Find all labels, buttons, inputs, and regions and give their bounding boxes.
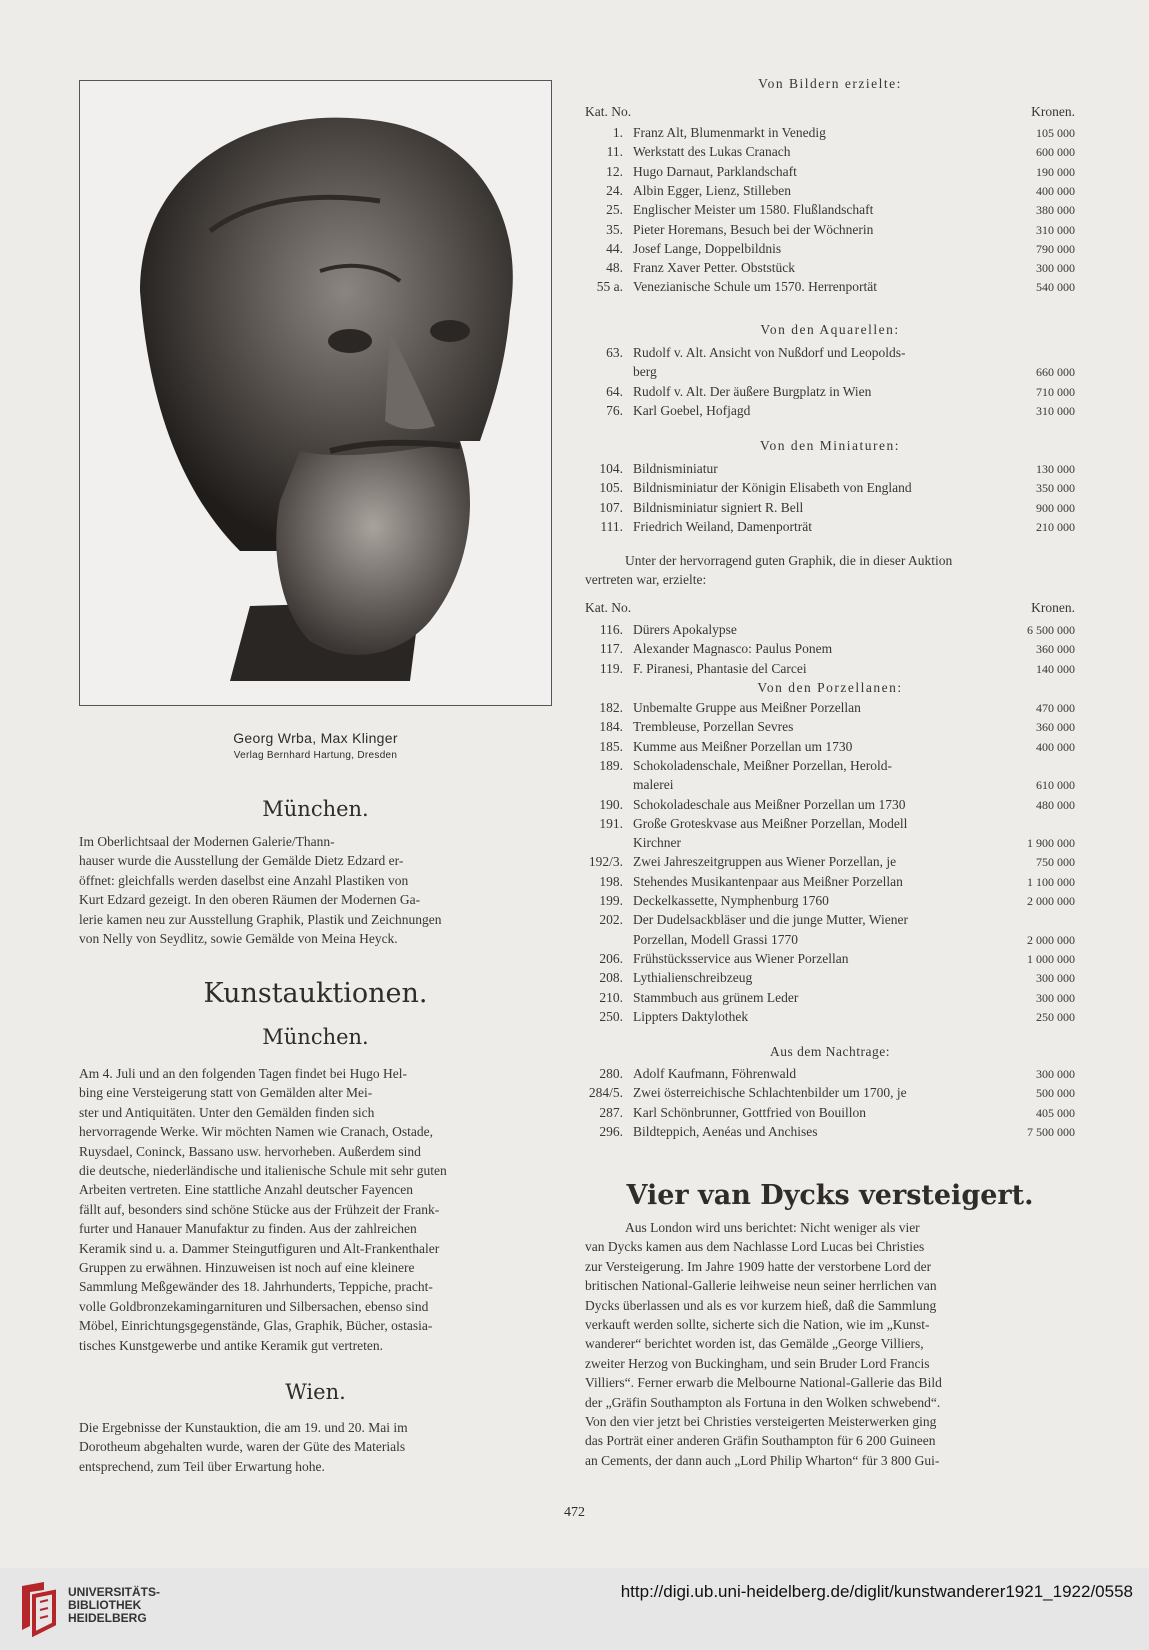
price-row	[585, 202, 1075, 221]
price-value: 360 000	[1036, 642, 1075, 657]
item-title: Der Dudelsackbläser und die junge Mutter, Wiener	[633, 912, 908, 928]
catalog-number: 105.	[599, 480, 623, 496]
heading-muenchen-auktion: München.	[262, 1025, 369, 1049]
bust-photograph	[79, 80, 552, 706]
item-title: Bildnisminiatur	[633, 461, 718, 476]
item-title: Josef Lange, Doppelbildnis	[633, 240, 782, 256]
price-value: 310 000	[1036, 222, 1075, 237]
catalog-number: 210.	[599, 989, 623, 1005]
section-title-aquarelle: Von den Aquarellen:	[760, 322, 900, 337]
price-value: 380 000	[1036, 203, 1075, 218]
graphik-intro-line-1: Unter der hervorragend guten Graphik, die in dieser Auktion	[625, 553, 953, 568]
price-value: 710 000	[1036, 384, 1075, 399]
price-value: 190 000	[1036, 164, 1075, 179]
catalog-number: 199.	[599, 893, 623, 908]
item-title: Hugo Darnaut, Parklandschaft	[633, 163, 797, 179]
item-title: Bildnisminiatur signiert R. Bell	[633, 499, 804, 515]
catalog-number: 296.	[599, 1123, 623, 1139]
price-value: 250 000	[1036, 1009, 1075, 1024]
price-value: 210 000	[1036, 519, 1075, 534]
item-title: Schokoladenschale, Meißner Porzellan, Herold-	[633, 757, 893, 773]
item-title: Albin Egger, Lienz, Stilleben	[633, 182, 792, 198]
price-row	[585, 816, 1075, 835]
item-title: Zwei österreichische Schlachtenbilder um 1700, je	[633, 1085, 907, 1101]
item-title: Bildteppich, Aenéas und Anchises	[633, 1123, 818, 1139]
price-value: 790 000	[1036, 241, 1075, 256]
section-title-nachtrag: Aus dem Nachtrage:	[770, 1044, 890, 1059]
catalog-number: 191.	[599, 815, 623, 831]
item-title: Deckelkassette, Nymphenburg 1760	[633, 893, 829, 908]
paragraph-wien-dorotheum: Die Ergebnisse der Kunstauktion, die am 19. und 20. Mai im Dorotheum abgehalten wurde, waren der Güte des Materials entsprechend, zum Teil über Erwartung hohe.	[79, 1420, 408, 1474]
price-row	[585, 241, 1075, 260]
catalog-number: 25.	[606, 202, 623, 218]
price-value: 610 000	[1036, 778, 1075, 793]
item-title: Unbemalte Gruppe aus Meißner Porzellan	[633, 700, 861, 715]
heading-wien: Wien.	[285, 1380, 346, 1404]
catalog-number: 24.	[606, 182, 623, 198]
photo-caption-publisher: Verlag Bernhard Hartung, Dresden	[233, 750, 398, 761]
catalog-number: 1.	[612, 125, 623, 140]
price-value: 6 500 000	[1027, 623, 1075, 637]
price-row	[585, 260, 1075, 279]
price-value: 750 000	[1036, 855, 1075, 870]
paragraph-helbing-auction: Am 4. Juli und an den folgenden Tagen findet bei Hugo Hel- bing eine Versteigerung statt von Gemälden alter Mei- ster und Antiquitäten. Unter den Gemälden finden sich hervorragende Werke. Wir möchten Namen wie Cranach, Ostade, Ruysdael, Coninck, Bassano usw. hervorheben. Außerdem sind die deutsche, niederländische und italienische Schule mit sehr guten Arbeiten vertreten. Eine stattliche Anzahl deutscher Fayencen fällt auf, besonders sind schöne Stücke aus der Frühzeit der Frank- furter und Hanauer Manufaktur zu finden. Aus der zahlreichen Keramik sind u. a. Dammer Steingutfiguren und Alt-Frankenthaler Gruppen zu erwähnen. Hinzuweisen ist noch auf eine kleinere Sammlung Meßgewänder des 18. Jahrhunderts, Teppiche, pracht- volle Goldbronzekamingarnituren und Silbersachen, ebenso sind Möbel, Einrichtungsgegenstände, Glas, Graphik, Bücher, ostasia- tisches Kunstgewerbe und antike Keramik gut vertreten.	[79, 1066, 447, 1353]
price-value: 310 000	[1036, 403, 1075, 418]
price-row	[585, 758, 1075, 777]
price-row	[585, 461, 1075, 480]
item-title: Rudolf v. Alt. Ansicht von Nußdorf und Leopolds-	[633, 345, 906, 360]
heading-kunstauktionen: Kunstauktionen.	[203, 978, 428, 1009]
price-row	[585, 279, 1075, 298]
item-title: Adolf Kaufmann, Föhrenwald	[633, 1066, 797, 1081]
item-title: Bildnisminiatur der Königin Elisabeth von England	[633, 480, 912, 496]
catalog-number: 35.	[606, 221, 623, 237]
item-title: Schokoladeschale aus Meißner Porzellan um 1730	[633, 796, 906, 812]
item-title: F. Piranesi, Phantasie del Carcei	[633, 660, 807, 676]
price-row	[585, 719, 1075, 738]
catalog-number: 119.	[599, 660, 623, 676]
catalog-number: 116.	[599, 622, 623, 637]
price-row	[585, 164, 1075, 183]
price-row	[585, 739, 1075, 758]
heading-muenchen: München.	[262, 797, 369, 821]
library-logo-icon	[14, 1578, 62, 1638]
price-row	[585, 700, 1075, 719]
item-title: Frühstücksservice aus Wiener Porzellan	[633, 950, 849, 966]
item-title: Dürers Apokalypse	[633, 622, 737, 637]
footer-bar	[0, 1568, 1149, 1650]
item-title: Friedrich Weiland, Damenporträt	[633, 518, 812, 534]
price-row	[585, 403, 1075, 422]
price-row	[585, 1105, 1075, 1124]
price-row	[585, 854, 1075, 873]
catalog-number: 280.	[599, 1066, 623, 1081]
price-value: 400 000	[1036, 739, 1075, 754]
price-row	[585, 893, 1075, 912]
heading-vier-van-dycks: Vier van Dycks versteigert.	[626, 1180, 1034, 1211]
price-value: 300 000	[1036, 990, 1075, 1005]
price-row	[585, 970, 1075, 989]
catalog-number: 192/3.	[588, 854, 623, 870]
price-value: 1 100 000	[1027, 874, 1075, 889]
catalog-number: 55 a.	[596, 279, 623, 295]
price-row	[585, 1066, 1075, 1085]
photo-caption-title: Georg Wrba, Max Klinger	[233, 730, 398, 746]
price-row	[585, 990, 1075, 1009]
price-row	[585, 641, 1075, 660]
catalog-number: 111.	[600, 518, 623, 534]
item-title: Stehendes Musikantenpaar aus Meißner Porzellan	[633, 873, 903, 889]
catalog-number: 189.	[599, 757, 623, 773]
catalog-number: 206.	[599, 950, 623, 966]
price-value: 7 500 000	[1027, 1124, 1075, 1139]
catalog-number: 190.	[599, 796, 623, 812]
catalog-number: 287.	[599, 1104, 623, 1120]
catalog-number: 63.	[606, 345, 623, 360]
catalog-number: 64.	[606, 383, 623, 399]
item-title: Lythialienschreibzeug	[633, 970, 753, 986]
catalog-number: 202.	[599, 912, 623, 928]
page-number: 472	[564, 1505, 585, 1520]
item-title: Kumme aus Meißner Porzellan um 1730	[633, 738, 853, 754]
item-title: Venezianische Schule um 1570. Herrenportät	[633, 279, 878, 295]
section-title-miniaturen: Von den Miniaturen:	[760, 438, 900, 453]
graphik-intro-line-2: vertreten war, erzielte:	[585, 572, 707, 587]
price-row	[585, 661, 1075, 680]
item-title: berg	[633, 364, 657, 380]
price-row	[585, 125, 1075, 144]
item-title: Karl Goebel, Hofjagd	[633, 402, 751, 418]
price-row	[585, 183, 1075, 202]
price-row	[585, 951, 1075, 970]
price-row	[585, 144, 1075, 163]
section-title-porzellan: Von den Porzellanen:	[757, 680, 903, 695]
price-row	[585, 622, 1075, 641]
catalog-number: 198.	[599, 873, 623, 889]
price-row	[585, 384, 1075, 403]
price-row	[585, 500, 1075, 519]
price-value: 2 000 000	[1027, 894, 1075, 908]
price-row	[585, 1009, 1075, 1028]
table-header-bilder: Kat. No. Kronen.	[585, 104, 1075, 119]
catalog-number: 11.	[606, 144, 623, 160]
item-title: Porzellan, Modell Grassi 1770	[633, 931, 798, 947]
price-row	[585, 364, 1075, 383]
table-header-graphik: Kat. No. Kronen.	[585, 600, 1075, 615]
item-title: Große Groteskvase aus Meißner Porzellan, Modell	[633, 815, 908, 831]
price-value: 400 000	[1036, 183, 1075, 198]
item-title: Alexander Magnasco: Paulus Ponem	[633, 641, 833, 657]
price-row	[585, 345, 1075, 364]
price-value: 300 000	[1036, 261, 1075, 276]
item-title: Kirchner	[633, 835, 681, 851]
catalog-number: 284/5.	[588, 1085, 623, 1101]
catalog-number: 250.	[599, 1008, 623, 1024]
price-value: 660 000	[1036, 365, 1075, 380]
catalog-number: 117.	[599, 641, 623, 657]
item-title: Englischer Meister um 1580. Flußlandschaft	[633, 202, 874, 218]
catalog-number: 185.	[599, 738, 623, 754]
price-value: 350 000	[1036, 481, 1075, 496]
price-value: 500 000	[1036, 1086, 1075, 1101]
price-row	[585, 874, 1075, 893]
price-row	[585, 1085, 1075, 1104]
price-value: 480 000	[1036, 797, 1075, 812]
section-title-bilder: Von Bildern erzielte:	[758, 76, 902, 91]
price-value: 140 000	[1036, 661, 1075, 676]
item-title: Rudolf v. Alt. Der äußere Burgplatz in Wien	[633, 383, 872, 399]
library-name: UNIVERSITÄTS- BIBLIOTHEK HEIDELBERG	[68, 1585, 161, 1625]
catalog-number: 104.	[599, 461, 623, 476]
item-title: Werkstatt des Lukas Cranach	[633, 144, 791, 160]
item-title: Pieter Horemans, Besuch bei der Wöchnerin	[633, 221, 874, 237]
catalog-number: 44.	[606, 240, 623, 256]
price-value: 470 000	[1036, 701, 1075, 715]
price-row	[585, 797, 1075, 816]
item-title: Zwei Jahreszeitgruppen aus Wiener Porzellan, je	[633, 854, 897, 870]
price-value: 300 000	[1036, 1067, 1075, 1081]
price-value: 405 000	[1036, 1105, 1075, 1120]
price-value: 130 000	[1036, 462, 1075, 476]
price-value: 540 000	[1036, 280, 1075, 295]
price-value: 600 000	[1036, 145, 1075, 160]
item-title: Stammbuch aus grünem Leder	[633, 989, 799, 1005]
item-title: Franz Xaver Petter. Obststück	[633, 260, 795, 276]
price-value: 105 000	[1036, 126, 1075, 140]
item-title: Karl Schönbrunner, Gottfried von Bouillon	[633, 1104, 867, 1120]
item-title: Lippters Daktylothek	[633, 1008, 749, 1024]
price-value: 1 000 000	[1027, 951, 1075, 966]
price-value: 360 000	[1036, 720, 1075, 735]
price-value: 900 000	[1036, 500, 1075, 515]
item-title: Franz Alt, Blumenmarkt in Venedig	[633, 125, 826, 140]
price-value: 2 000 000	[1027, 932, 1075, 947]
price-row	[585, 777, 1075, 796]
item-title: malerei	[633, 777, 674, 793]
price-row	[585, 835, 1075, 854]
price-row	[585, 222, 1075, 241]
price-row	[585, 912, 1075, 931]
paragraph-van-dycks: Aus London wird uns berichtet: Nicht weniger als vier van Dycks kamen aus dem Nachlasse Lord Lucas bei Christies zur Versteigerung. Im Jahre 1909 hatte der verstorbene Lord der britischen National-Gallerie leihweise neun seiner herrlichen van Dycks überlassen und als es vor kurzem hieß, daß die Sammlung verkauft werden sollte, sicherte sich die Nation, wie im „Kunst- wanderer“ berichtet worden ist, das Gemälde „George Villiers, zweiter Herzog von Buckingham, und sein Bruder Lord Francis Villiers“. Ferner erwarb die Melbourne National-Gallerie das Bild der „Gräfin Southampton als Fortuna in den Wolken schwebend“. Von den vier jetzt bei Christies versteigerten Meisterwerken ging das Porträt einer anderen Gräfin Southampton für 6 200 Guineen an Cements, der dann auch „Lord Philip Wharton“ für 3 800 Gui-	[585, 1220, 942, 1468]
price-row	[585, 1124, 1075, 1143]
catalog-number: 76.	[606, 402, 623, 418]
catalog-number: 182.	[599, 700, 623, 715]
catalog-number: 184.	[599, 719, 623, 735]
price-value: 1 900 000	[1027, 836, 1075, 851]
price-value: 300 000	[1036, 971, 1075, 986]
catalog-number: 107.	[599, 499, 623, 515]
catalog-number: 12.	[606, 163, 623, 179]
paragraph-muenchen-galerie: Im Oberlichtsaal der Modernen Galerie/Thann- hauser wurde die Ausstellung der Gemälde Dietz Edzard er- öffnet: gleichfalls werden daselbst eine Anzahl Plastiken von Kurt Edzard gezeigt. In den oberen Räumen der Modernen Ga- lerie kamen neu zur Ausstellung Graphik, Plastik und Zeichnungen von Nelly von Seydlitz, sowie Gemälde von Meina Heyck.	[79, 834, 442, 947]
price-row	[585, 480, 1075, 499]
source-url-link[interactable]: http://digi.ub.uni-heidelberg.de/diglit/kunstwanderer1921_1922/0558	[620, 1582, 1133, 1601]
catalog-number: 208.	[599, 970, 623, 986]
price-row	[585, 932, 1075, 951]
price-row	[585, 519, 1075, 538]
item-title: Trembleuse, Porzellan Sevres	[633, 719, 794, 735]
catalog-number: 48.	[606, 260, 623, 276]
